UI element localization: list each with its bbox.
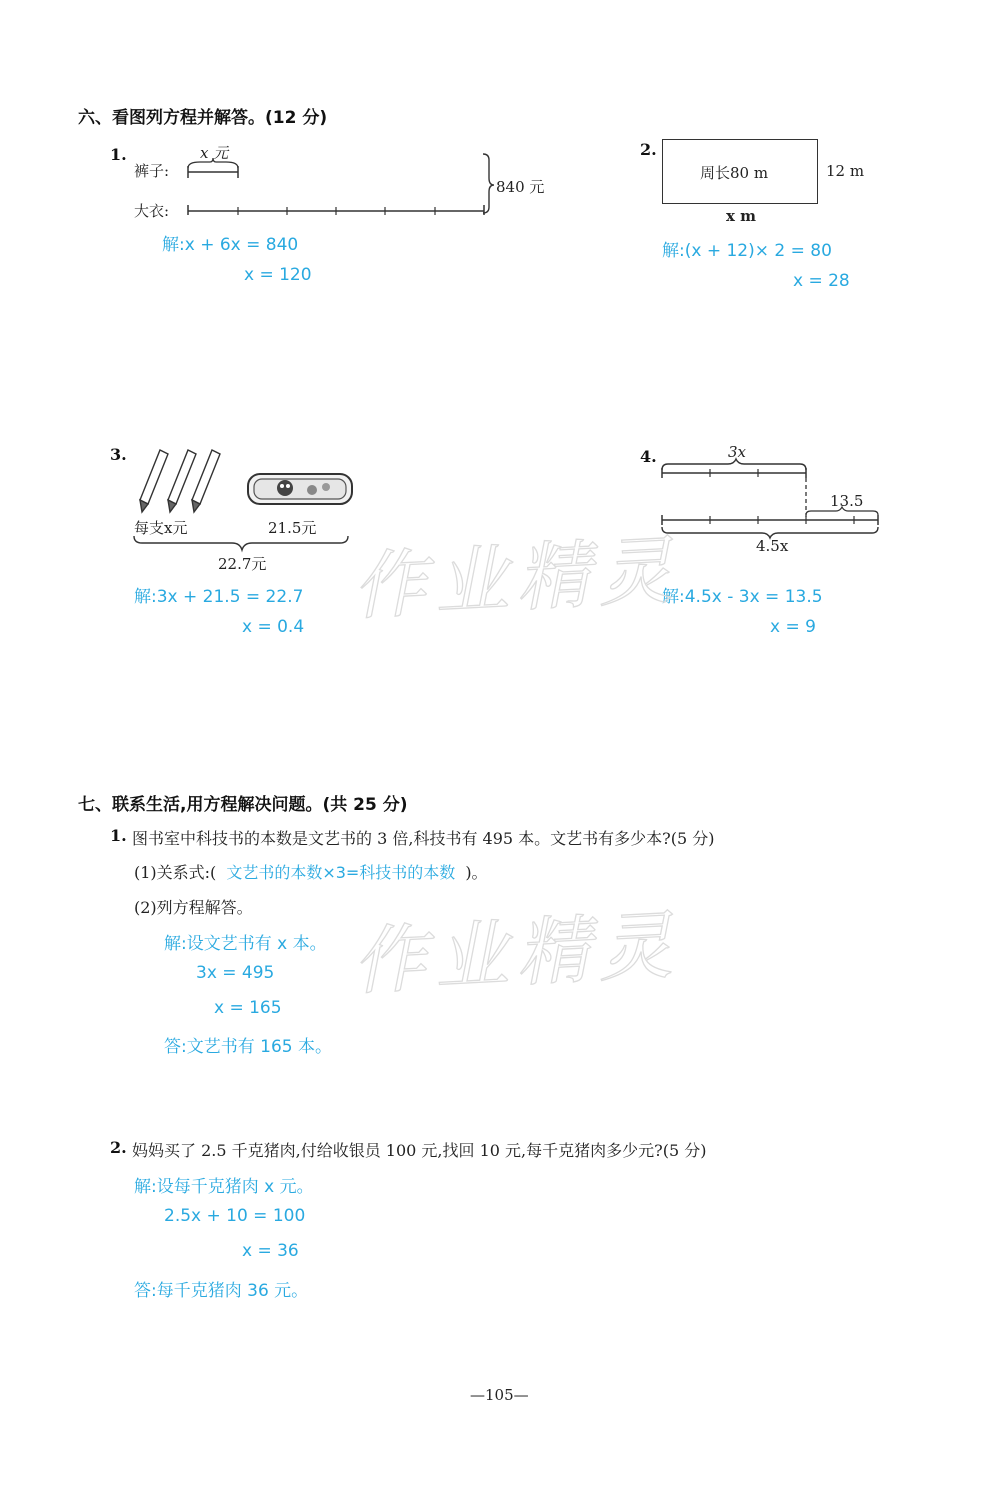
s7-q1-answer2: 3x = 495 [196,963,275,983]
rect-width-label: x m [726,207,757,225]
q4-number: 4. [640,447,657,466]
s7-q1-number: 1. [110,826,127,845]
page-number: —105— [470,1386,529,1404]
q4-answer-line2: x = 9 [770,617,816,637]
relation-prefix: (1)关系式:( [134,863,217,882]
s7-q2-text: 妈妈买了 2.5 千克猪肉,付给收银员 100 元,找回 10 元,每千克猪肉多少元?(5 分) [132,1141,707,1160]
q3-total-label: 22.7元 [218,555,267,573]
pants-label: 裤子: [134,162,170,180]
s7-q1-answer1: 解:设文艺书有 x 本。 [164,934,327,954]
s7-q2-number: 2. [110,1138,127,1157]
q3-number: 3. [110,445,127,464]
q3-answer-line1: 解:3x + 21.5 = 22.7 [134,587,304,607]
s7-q2-answer1: 解:设每千克猪肉 x 元。 [134,1177,314,1197]
s7-q1-text: 图书室中科技书的本数是文艺书的 3 倍,科技书有 495 本。文艺书有多少本?(5 分) [132,829,715,848]
unit-x-label: x 元 [200,144,229,162]
q4-diff-label: 13.5 [830,492,864,510]
pencil-price-label: 每支x元 [134,519,188,537]
s7-q1-answer3: x = 165 [214,998,282,1018]
watermark-logo: 作业精灵 [350,527,683,631]
coat-label: 大衣: [134,202,170,220]
q2-answer-line1: 解:(x + 12)× 2 = 80 [662,241,832,261]
total-840-label: 840 元 [496,178,545,196]
q4-answer-line1: 解:4.5x - 3x = 13.5 [662,587,823,607]
q3-answer-line2: x = 0.4 [242,617,305,637]
q1-number: 1. [110,145,127,164]
relation-answer: 文艺书的本数×3=科技书的本数 [226,863,456,882]
s7-q2-answer3: x = 36 [242,1241,299,1261]
watermark-logo-2: 作业精灵 [350,902,683,1006]
s7-q1-answer4: 答:文艺书有 165 本。 [164,1037,332,1057]
q2-answer-line2: x = 28 [793,271,850,291]
perimeter-label: 周长80 m [700,164,769,182]
q2-number: 2. [640,140,657,159]
s7-q1-relation [134,860,488,883]
section6-title: 六、看图列方程并解答。(12 分) [78,108,328,128]
relation-suffix: )。 [465,863,488,882]
s7-q1-sub2: (2)列方程解答。 [134,898,253,917]
s7-q2-answer2: 2.5x + 10 = 100 [164,1206,306,1226]
q4-top-label: 3x [728,443,747,461]
q4-bottom-label: 4.5x [756,537,789,555]
q1-answer-line2: x = 120 [244,265,312,285]
q1-answer-line1: 解:x + 6x = 840 [162,235,299,255]
rect-height-label: 12 m [826,162,865,180]
section7-title: 七、联系生活,用方程解决问题。(共 25 分) [78,795,408,815]
case-price-label: 21.5元 [268,519,317,537]
s7-q2-answer4: 答:每千克猪肉 36 元。 [134,1281,309,1301]
